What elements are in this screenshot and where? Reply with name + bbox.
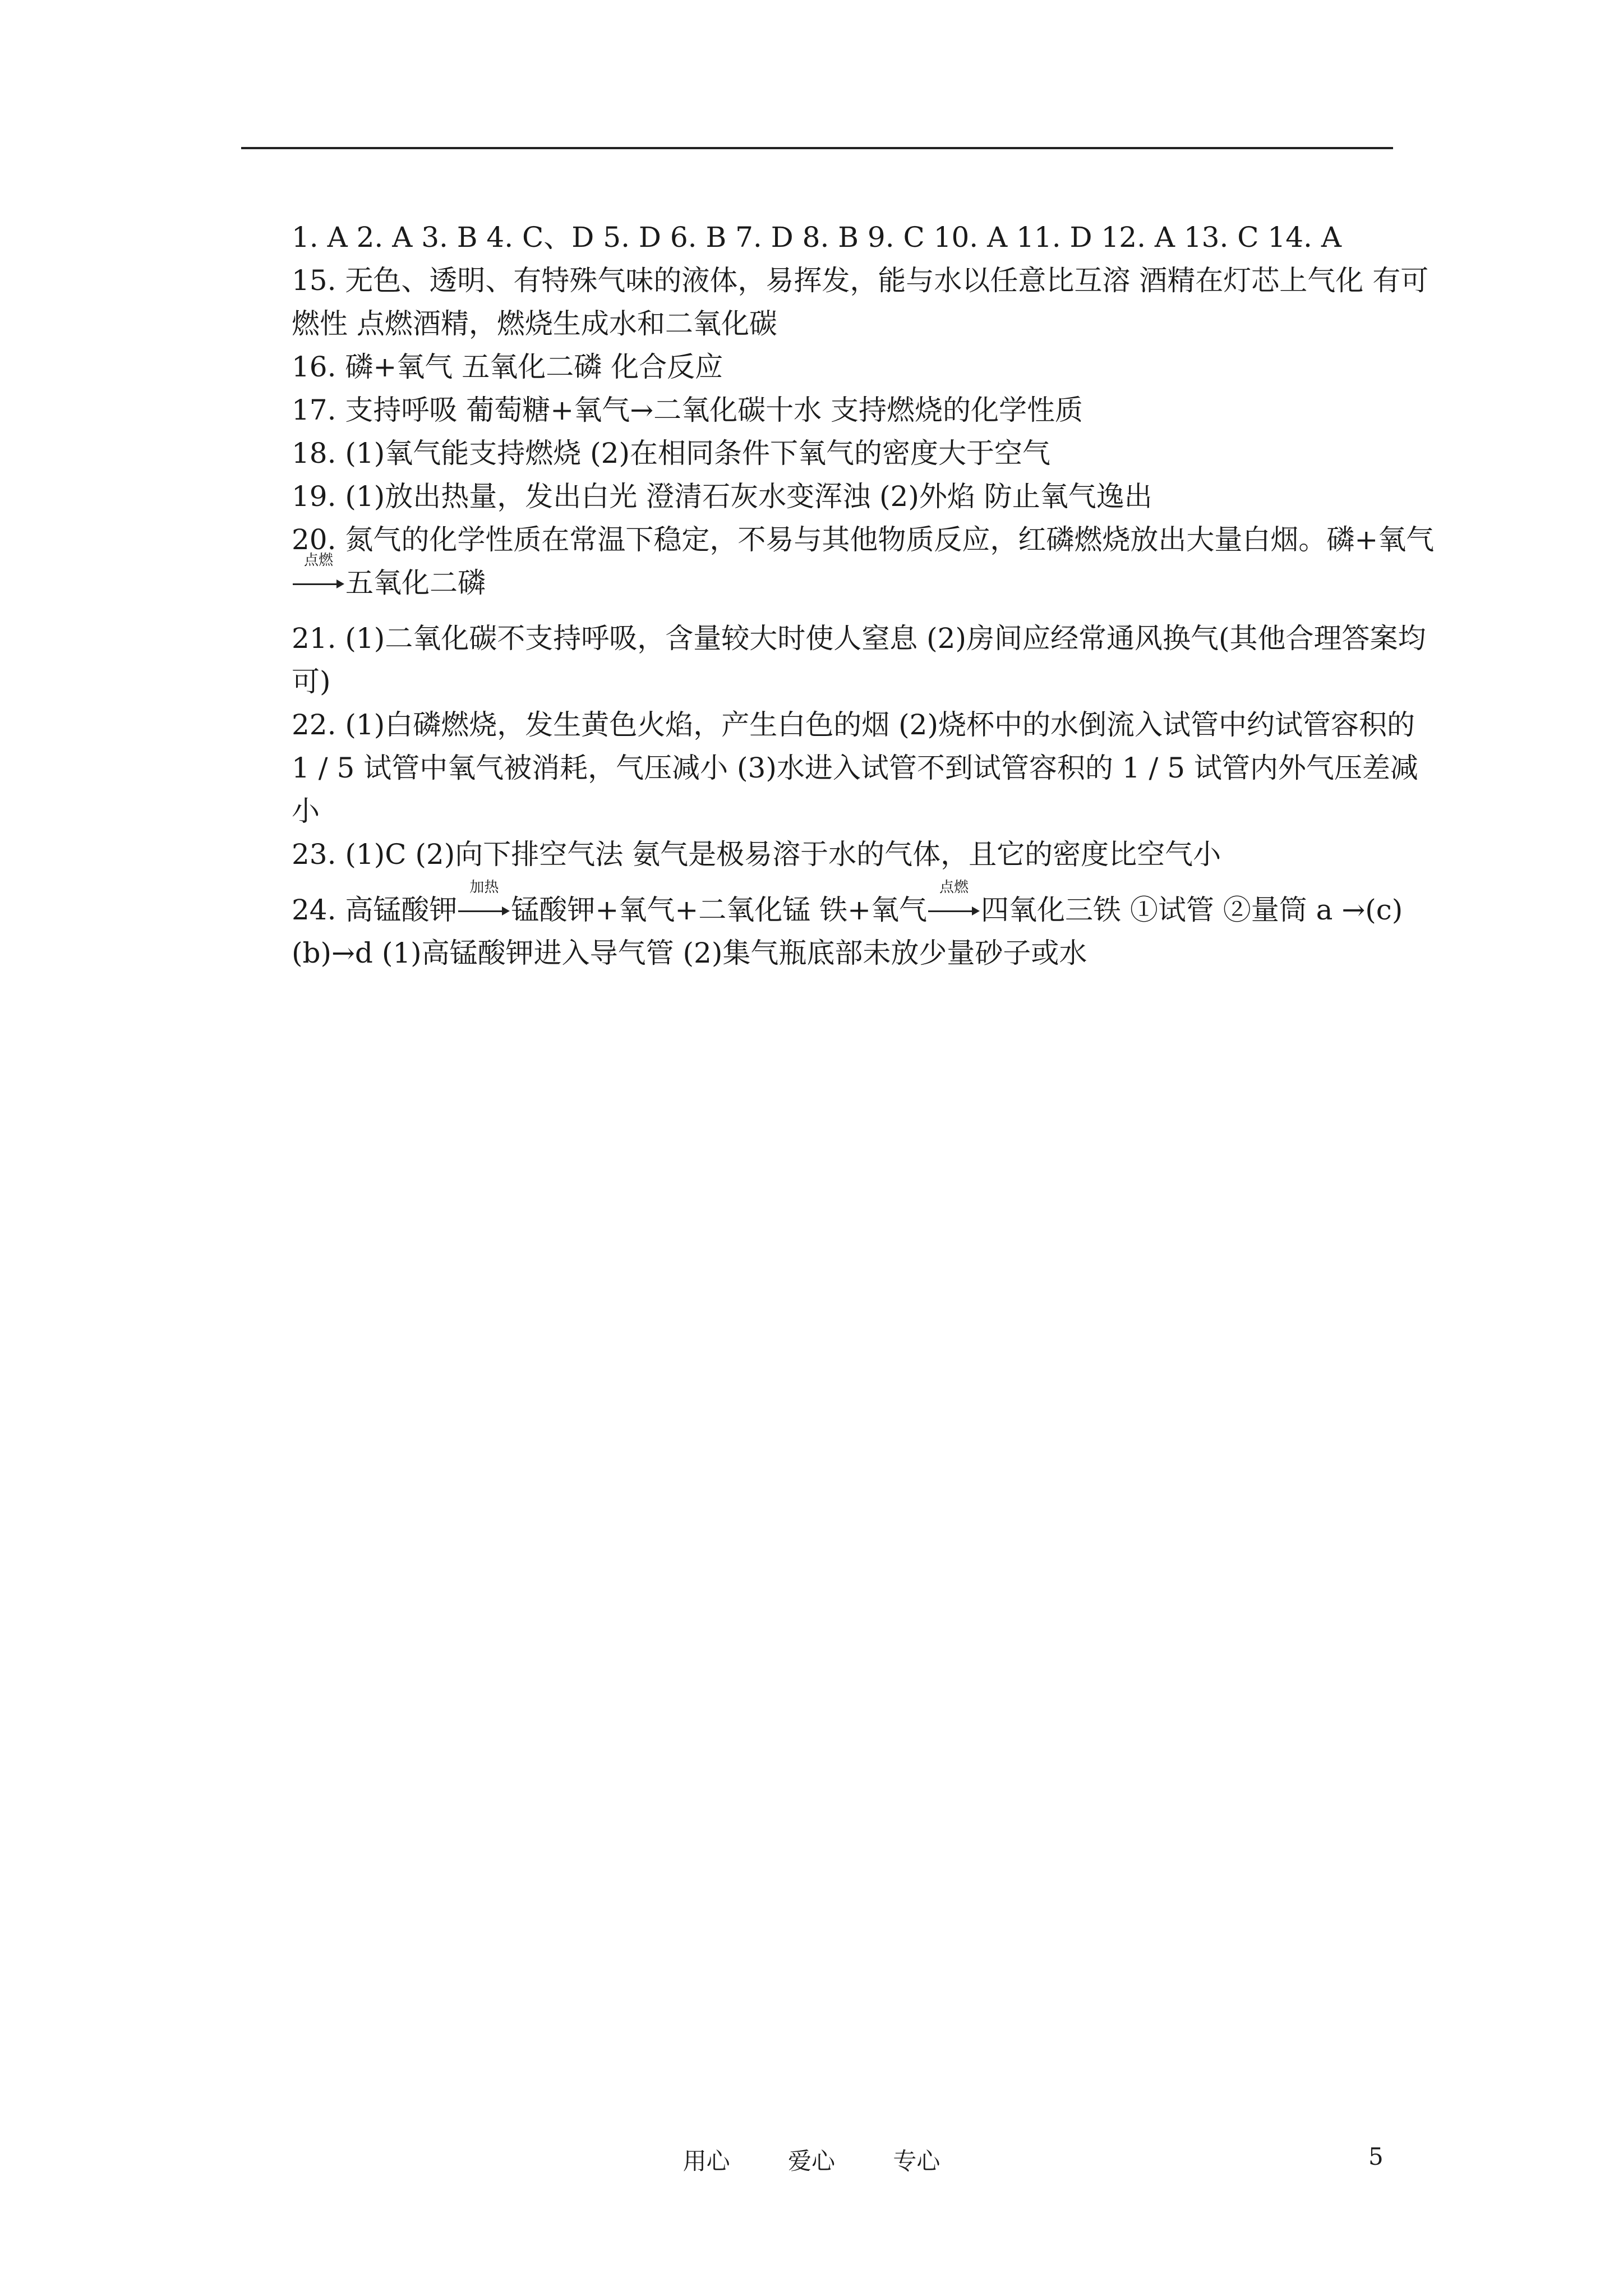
arrow-head — [336, 579, 344, 588]
header-rule — [241, 147, 1393, 149]
footer-slogan: 用心 爱心 专心 — [683, 2147, 940, 2175]
answer-15: 15. 无色、透明、有特殊气味的液体，易挥发，能与水以任意比互溶 酒精在灯芯上气化 有可燃性 点燃酒精，燃烧生成水和二氧化碳 — [292, 264, 1429, 340]
reaction-arrow — [928, 879, 980, 921]
answer-18: 18. (1)氧气能支持燃烧 (2)在相同条件下氧气的密度大于空气 — [292, 437, 1050, 470]
reaction-arrow — [458, 879, 510, 921]
answer-24 — [292, 879, 1436, 975]
answer-24-part2: 锰酸钾+氧气+二氧化锰 铁+氧气 — [511, 894, 927, 926]
answer-16: 16. 磷+氧气 五氧化二磷 化合反应 — [292, 351, 723, 383]
arrow-shaft — [293, 583, 339, 585]
answer-24-part1: 24. 高锰酸钾 — [292, 894, 458, 926]
arrow-shaft — [928, 910, 974, 912]
reaction-condition: 加热 — [469, 879, 499, 896]
answer-19: 19. (1)放出热量，发出白光 澄清石灰水变浑浊 (2)外焰 防止氧气逸出 — [292, 480, 1152, 513]
answer-23: 23. (1)C (2)向下排空气法 氨气是极易溶于水的气体，且它的密度比空气小 — [292, 838, 1221, 871]
answer-20-product: 五氧化二磷 — [345, 567, 486, 599]
answer-17: 17. 支持呼吸 葡萄糖+氧气→二氧化碳十水 支持燃烧的化学性质 — [292, 394, 1083, 426]
answers-1-14: 1. A 2. A 3. B 4. C、D 5. D 6. B 7. D 8. B 9. C 10. A 11. D 12. A 13. C 14. A — [292, 221, 1341, 254]
answer-list — [292, 216, 1436, 975]
reaction-condition: 点燃 — [939, 879, 969, 896]
answer-22: 22. (1)白磷燃烧，发生黄色火焰，产生白色的烟 (2)烧杯中的水倒流入试管中约试管容积的 1 / 5 试管中氧气被消耗，气压减小 (3)水进入试管不到试管容积的 1 / 5 试管内外气压差减小 — [292, 708, 1418, 827]
answer-20 — [292, 518, 1436, 605]
arrow-head — [972, 907, 980, 915]
reaction-condition: 点燃 — [303, 552, 333, 569]
answer-24-part3: 四氧化三铁 ①试管 ②量筒 a →(c)(b)→d (1)高锰酸钾进入导气管 (2)集气瓶底部未放少量砂子或水 — [292, 894, 1403, 969]
reaction-arrow — [293, 552, 344, 593]
page-number: 5 — [1368, 2143, 1384, 2170]
answer-21: 21. (1)二氧化碳不支持呼吸，含量较大时使人窒息 (2)房间应经常通风换气(其他合理答案均可) — [292, 622, 1426, 698]
arrow-shaft — [458, 910, 504, 912]
answer-20-text: 20. 氮气的化学性质在常温下稳定，不易与其他物质反应，红磷燃烧放出大量白烟。磷+氧气 — [292, 523, 1435, 556]
arrow-head — [502, 907, 510, 915]
